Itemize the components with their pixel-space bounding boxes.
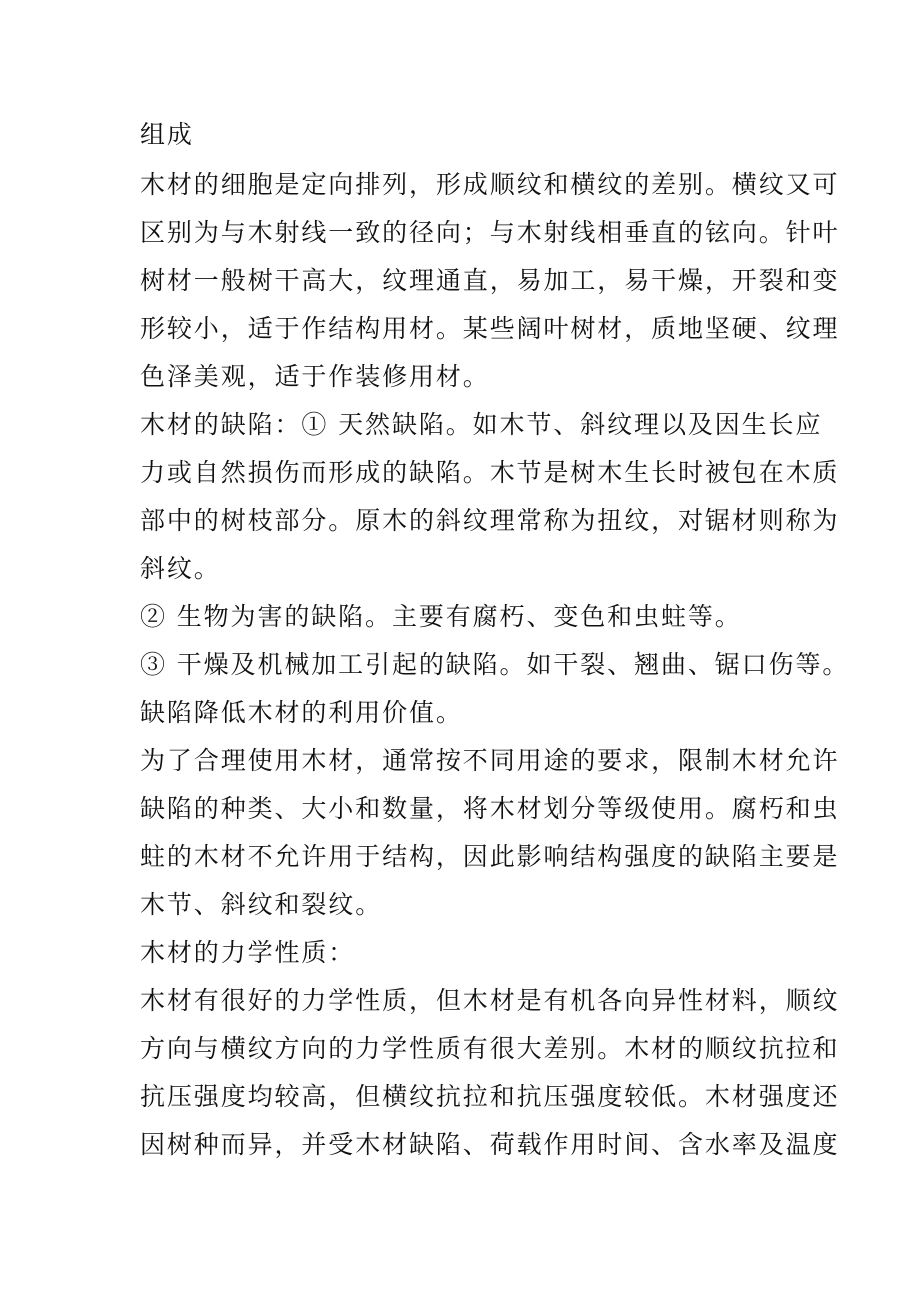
text-line: 木节、斜纹和裂纹。 (140, 890, 383, 919)
text-line: 部中的树枝部分。原木的斜纹理常称为扭纹，对锯材则称为 (140, 506, 840, 535)
text-line: 木材的细胞是定向排列，形成顺纹和横纹的差别。横纹又可 (140, 170, 840, 199)
text-line: 蛀的木材不允许用于结构，因此影响结构强度的缺陷主要是 (140, 842, 840, 871)
text-line: 因树种而异，并受木材缺陷、荷载作用时间、含水率及温度 (140, 1130, 840, 1159)
text-line: 组成 (140, 120, 194, 149)
text-line: ② 生物为害的缺陷。主要有腐朽、变色和虫蛀等。 (140, 602, 742, 631)
text-line: 木材的力学性质： (140, 938, 356, 967)
text-line: 树材一般树干高大，纹理通直，易加工，易干燥，开裂和变 (140, 266, 840, 295)
text-line: 木材有很好的力学性质，但木材是有机各向异性材料，顺纹 (140, 986, 840, 1015)
text-line: 形较小，适于作结构用材。某些阔叶树材，质地坚硬、纹理 (140, 314, 840, 343)
text-line: 缺陷的种类、大小和数量，将木材划分等级使用。腐朽和虫 (140, 794, 840, 823)
text-line: 区别为与木射线一致的径向；与木射线相垂直的铉向。针叶 (140, 218, 840, 247)
text-line: 为了合理使用木材，通常按不同用途的要求，限制木材允许 (140, 746, 840, 775)
text-line: 抗压强度均较高，但横纹抗拉和抗压强度较低。木材强度还 (140, 1082, 840, 1111)
text-line: 木材的缺陷：① 天然缺陷。如木节、斜纹理以及因生长应 (140, 410, 823, 439)
text-line: 斜纹。 (140, 554, 221, 583)
text-line: 色泽美观，适于作装修用材。 (140, 362, 490, 391)
text-line: 方向与横纹方向的力学性质有很大差别。木材的顺纹抗拉和 (140, 1034, 840, 1063)
text-line: 缺陷降低木材的利用价值。 (140, 698, 463, 727)
text-line: 力或自然损伤而形成的缺陷。木节是树木生长时被包在木质 (140, 458, 840, 487)
text-line: ③ 干燥及机械加工引起的缺陷。如干裂、翘曲、锯口伤等。 (140, 650, 850, 679)
